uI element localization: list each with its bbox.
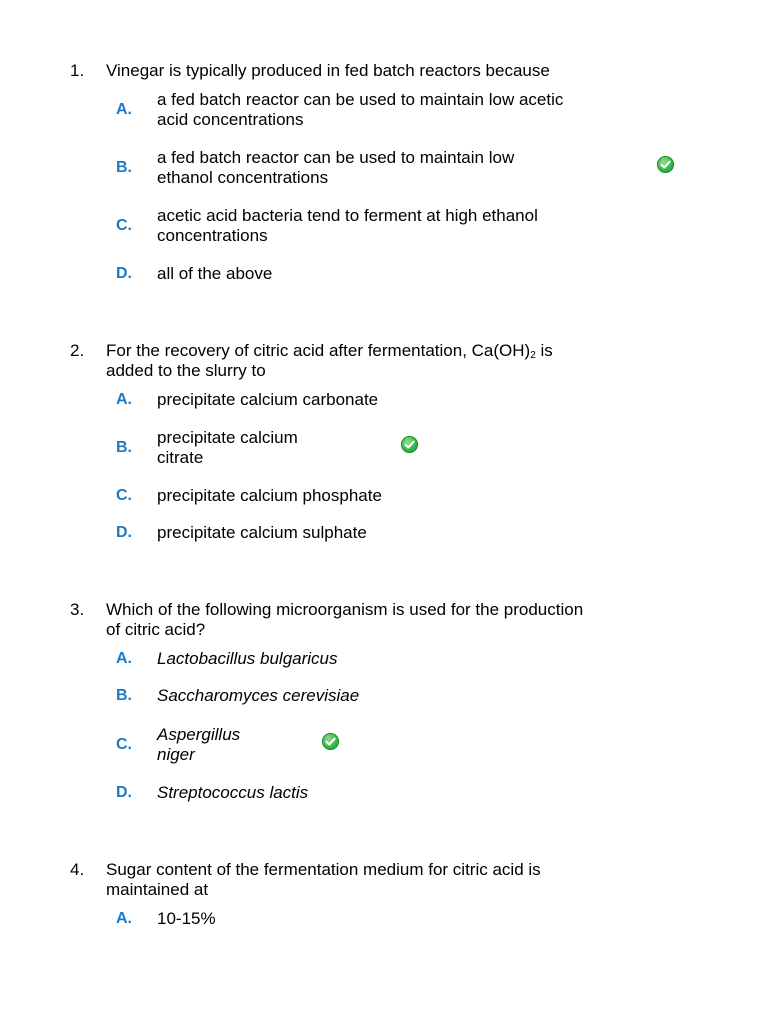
option-letter[interactable]: D. [116, 265, 132, 282]
question-1 [0, 0, 768, 300]
option-text[interactable]: a fed batch reactor can be used to maintain low ethanol concentrations [157, 148, 515, 187]
question-text: Sugar content of the fermentation medium for citric acid is maintained at [106, 860, 541, 899]
option-letter[interactable]: B. [116, 159, 132, 176]
question-4 [0, 850, 768, 950]
option-letter[interactable]: A. [116, 650, 132, 667]
option-text[interactable]: precipitate calcium sulphate [157, 523, 367, 542]
option-text[interactable]: Saccharomyces cerevisiae [157, 686, 360, 705]
question-text-line2: added to the slurry to [106, 361, 266, 380]
option-text[interactable]: precipitate calcium phosphate [157, 486, 382, 505]
option-text[interactable]: precipitate calcium carbonate [157, 390, 379, 409]
check-circle-icon [401, 436, 418, 453]
option-text[interactable]: Lactobacillus bulgaricus [157, 649, 338, 668]
option-text[interactable]: all of the above [157, 264, 273, 283]
option-letter[interactable]: D. [116, 524, 132, 541]
option-letter[interactable]: B. [116, 687, 132, 704]
question-text: Which of the following microorganism is used for the production of citric acid? [106, 600, 584, 639]
check-circle-icon [657, 156, 674, 173]
option-text[interactable]: a fed batch reactor can be used to maintain low acetic acid concentrations [157, 90, 564, 129]
question-number: 2. [70, 341, 85, 360]
question-text: Vinegar is typically produced in fed batch reactors because [106, 61, 550, 80]
option-text[interactable]: Streptococcus lactis [157, 783, 309, 802]
option-letter[interactable]: C. [116, 217, 132, 234]
check-circle-icon [322, 733, 339, 750]
option-text[interactable]: precipitate calcium citrate [157, 428, 298, 467]
option-letter[interactable]: A. [116, 101, 132, 118]
question-3 [0, 590, 768, 820]
question-number: 4. [70, 860, 85, 879]
question-number: 1. [70, 61, 85, 80]
option-letter[interactable]: C. [116, 736, 132, 753]
option-letter[interactable]: A. [116, 391, 132, 408]
option-text[interactable]: acetic acid bacteria tend to ferment at high ethanol concentrations [157, 206, 538, 245]
option-letter[interactable]: B. [116, 439, 132, 456]
question-number: 3. [70, 600, 85, 619]
question-text-line1: For the recovery of citric acid after fermentation, $Ca(OH)_2$ is [106, 341, 553, 361]
option-text[interactable]: Aspergillus niger [157, 725, 241, 764]
option-letter[interactable]: A. [116, 910, 132, 927]
question-2 [0, 330, 768, 560]
option-letter[interactable]: C. [116, 487, 132, 504]
option-text[interactable]: 10-15% [157, 909, 216, 928]
option-letter[interactable]: D. [116, 784, 132, 801]
